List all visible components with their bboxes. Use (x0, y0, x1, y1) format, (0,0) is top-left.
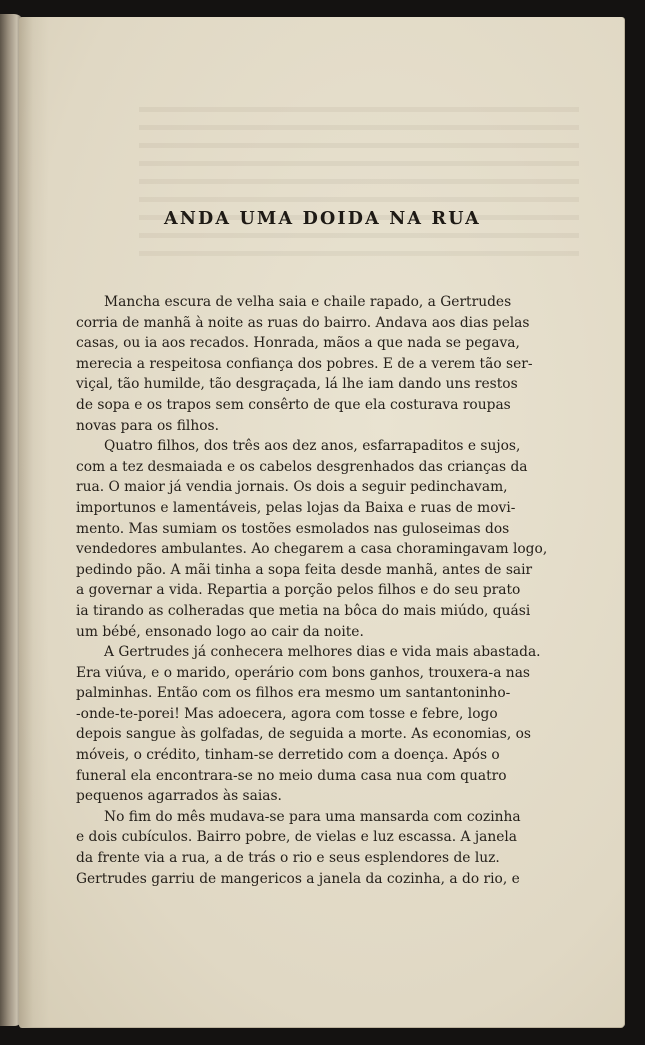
text-line: Gertrudes garriu de mangericos a janela da cozinha, a do rio, e (76, 870, 520, 887)
text-line: de sopa e os trapos sem consêrto de que ela costurava roupas (76, 396, 511, 413)
body-text (76, 292, 548, 889)
text-line: Era viúva, e o marido, operário com bons ganhos, trouxera-a nas (76, 664, 530, 681)
text-line: com a tez desmaiada e os cabelos desgrenhados das crianças da (76, 458, 528, 475)
text-line: merecia a respeitosa confiança dos pobres. E de a verem tão ser- (76, 355, 533, 372)
text-line: rua. O maior já vendia jornais. Os dois a seguir pedinchavam, (76, 479, 508, 496)
text-line: ia tirando as colheradas que metia na bôca do mais miúdo, quási (76, 602, 531, 619)
text-line: importunos e lamentáveis, pelas lojas da Baixa e ruas de movi- (76, 499, 516, 516)
paragraph (76, 807, 521, 889)
text-line: Quatro filhos, dos três aos dez anos, esfarrapaditos e sujos, (104, 438, 521, 455)
text-line: vendedores ambulantes. Ao chegarem a casa choramingavam logo, (76, 541, 548, 558)
text-line: móveis, o crédito, tinham-se derretido com a doença. Após o (76, 747, 500, 764)
text-line: pedindo pão. A mãi tinha a sopa feita desde manhã, antes de sair (76, 561, 533, 578)
text-line: pequenos agarrados às saias. (76, 788, 282, 805)
text-line: viçal, tão humilde, tão desgraçada, lá lhe iam dando uns restos (76, 376, 518, 393)
text-line: e dois cubículos. Bairro pobre, de vielas e luz escassa. A janela (76, 829, 518, 846)
text-line: Mancha escura de velha saia e chaile rapado, a Gertrudes (104, 294, 512, 310)
text-line: -onde-te-porei! Mas adoecera, agora com tosse e febre, logo (76, 705, 498, 722)
text-line: mento. Mas sumiam os tostões esmolados nas guloseimas dos (76, 520, 510, 537)
paragraph (76, 642, 541, 807)
text-line: palminhas. Então com os filhos era mesmo um santantoninho- (76, 685, 511, 702)
text-line: a governar a vida. Repartia a porção pelos filhos e do seu prato (76, 582, 521, 599)
paragraph (76, 292, 533, 436)
text-line: corria de manhã à noite as ruas do bairro. Andava aos dias pelas (76, 314, 530, 331)
text-line: depois sangue às golfadas, de seguida a morte. As economias, os (76, 726, 532, 743)
text-line: um bébé, ensonado logo ao cair da noite. (76, 623, 364, 640)
text-line: No fim do mês mudava-se para uma mansarda com cozinha (104, 808, 521, 825)
paragraph (76, 436, 548, 642)
chapter-title: ANDA UMA DOIDA NA RUA (164, 209, 481, 229)
text-line: da frente via a rua, a de trás o rio e seus esplendores de luz. (76, 850, 500, 867)
text-line: funeral ela encontrara-se no meio duma casa nua com quatro (76, 767, 507, 784)
text-line: casas, ou ia aos recados. Honrada, mãos a que nada se pegava, (76, 335, 520, 352)
show-through-bleed (139, 107, 579, 307)
text-line: novas para os filhos. (76, 417, 219, 434)
text-line: A Gertrudes já conhecera melhores dias e vida mais abastada. (104, 644, 541, 661)
